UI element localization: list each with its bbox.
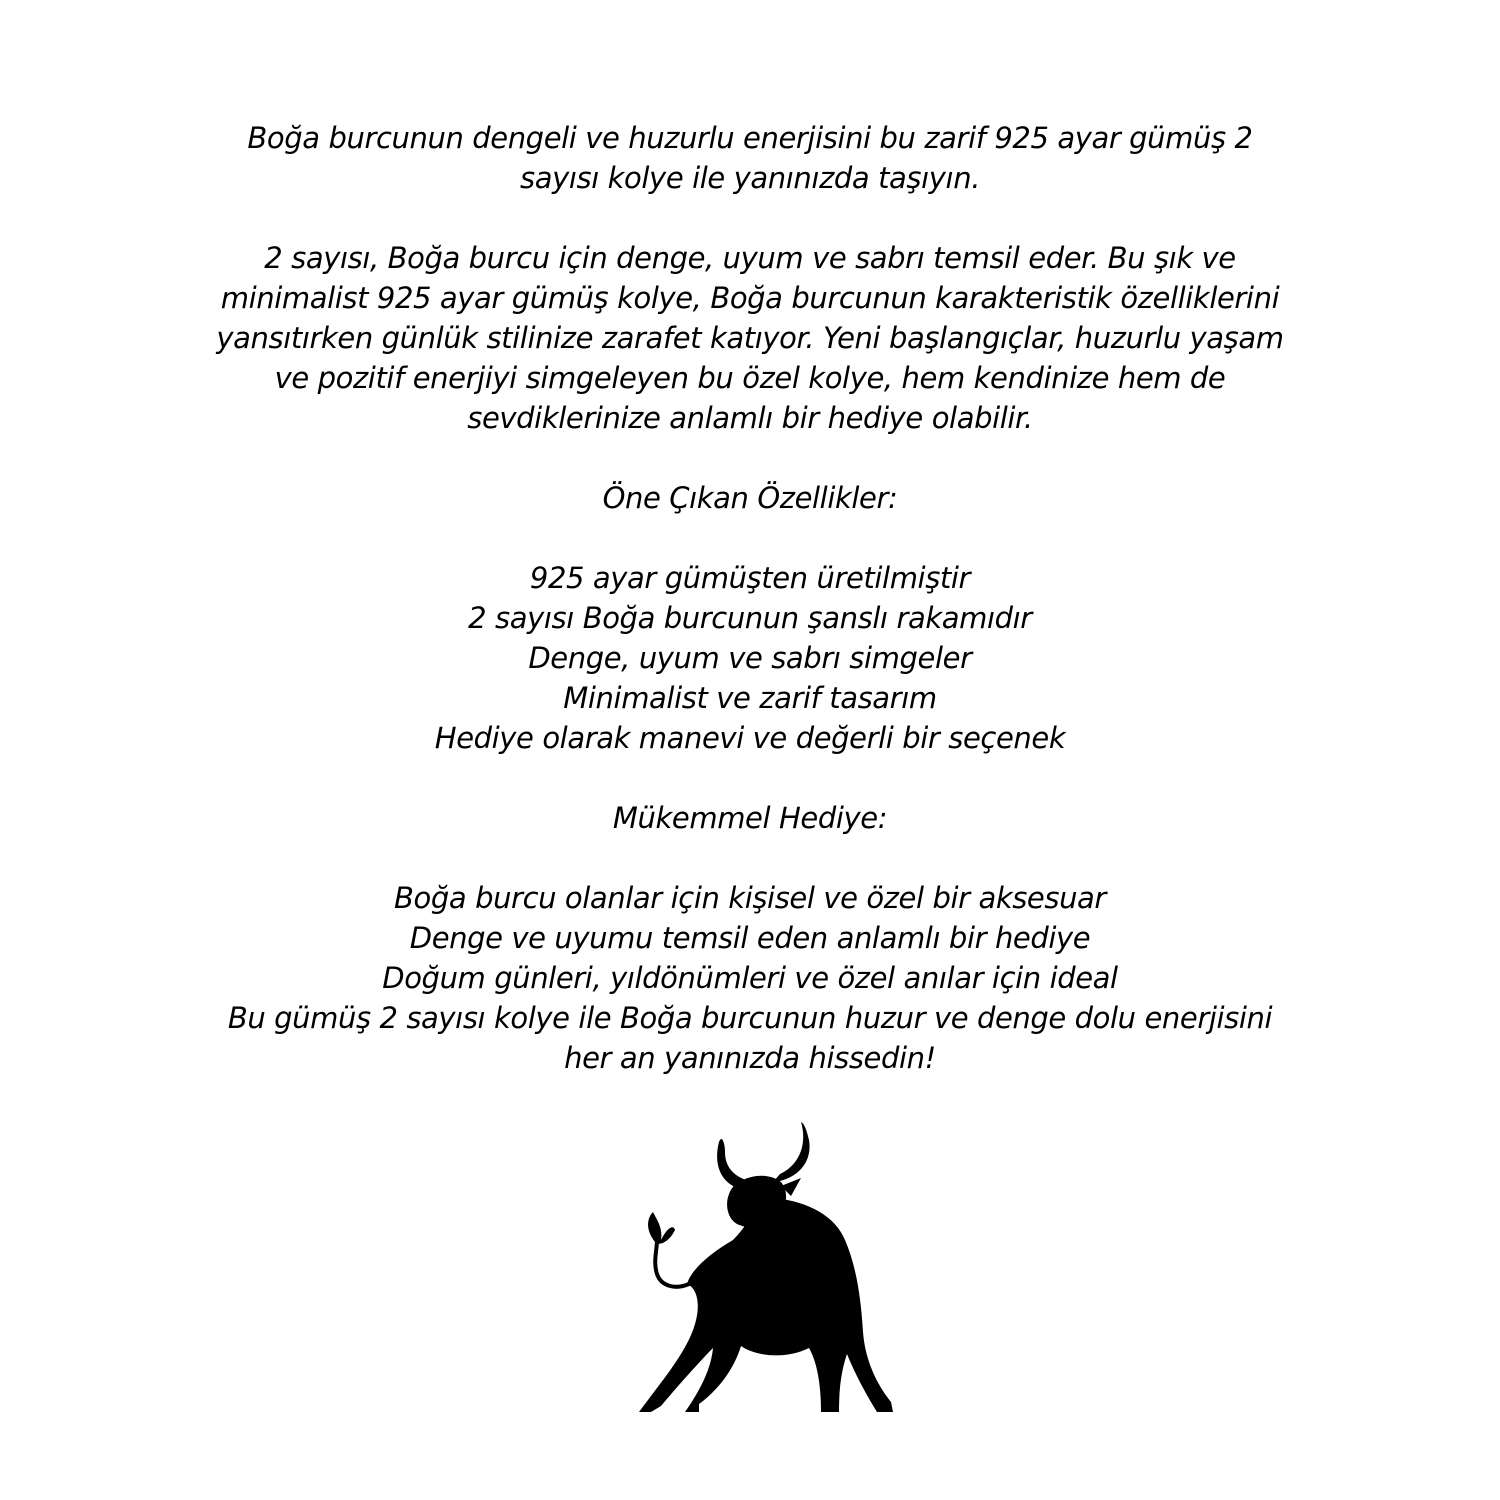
feature-item: Hediye olarak manevi ve değerli bir seçenek <box>434 721 1066 755</box>
intro-line: Boğa burcunun dengeli ve huzurlu enerjisini bu zarif 925 ayar gümüş 2 <box>247 121 1253 155</box>
bull-icon <box>595 1120 905 1420</box>
gift-item: Bu gümüş 2 sayısı kolye ile Boğa burcunun huzur ve denge dolu enerjisini <box>227 1001 1273 1035</box>
description-line: sevdiklerinize anlamlı bir hediye olabilir. <box>467 401 1033 435</box>
description-line: minimalist 925 ayar gümüş kolye, Boğa burcunun karakteristik özelliklerini <box>220 281 1280 315</box>
feature-item: 2 sayısı Boğa burcunun şanslı rakamıdır <box>468 601 1032 635</box>
description-line: 2 sayısı, Boğa burcu için denge, uyum ve sabrı temsil eder. Bu şık ve <box>264 241 1236 275</box>
gift-heading: Mükemmel Hediye: <box>612 801 888 835</box>
intro-line: sayısı kolye ile yanınızda taşıyın. <box>519 161 981 195</box>
features-heading-block <box>0 478 1500 518</box>
gift-item: Doğum günleri, yıldönümleri ve özel anılar için ideal <box>382 961 1118 995</box>
gift-item: Denge ve uyumu temsil eden anlamlı bir hediye <box>409 921 1091 955</box>
description-line: ve pozitif enerjiyi simgeleyen bu özel kolye, hem kendinize hem de <box>274 361 1226 395</box>
feature-item: Minimalist ve zarif tasarım <box>563 681 937 715</box>
intro-paragraph <box>0 118 1500 198</box>
features-list <box>0 558 1500 758</box>
gift-heading-block <box>0 798 1500 838</box>
features-heading: Öne Çıkan Özellikler: <box>602 481 898 515</box>
feature-item: 925 ayar gümüşten üretilmiştir <box>529 561 971 595</box>
gift-list <box>0 878 1500 1078</box>
gift-item: her an yanınızda hissedin! <box>564 1041 936 1075</box>
gift-item: Boğa burcu olanlar için kişisel ve özel bir aksesuar <box>394 881 1106 915</box>
description-paragraph <box>0 238 1500 438</box>
feature-item: Denge, uyum ve sabrı simgeler <box>528 641 972 675</box>
description-line: yansıtırken günlük stilinize zarafet katıyor. Yeni başlangıçlar, huzurlu yaşam <box>216 321 1284 355</box>
